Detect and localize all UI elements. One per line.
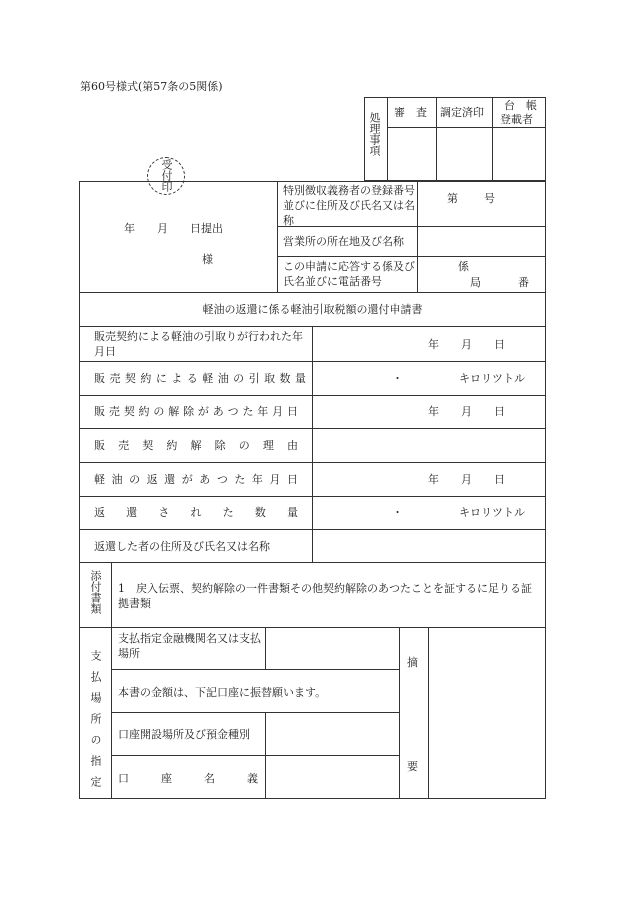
contact-kyoku: 局: [470, 276, 481, 289]
contact-ban: 番: [518, 276, 529, 289]
registration-label: 特別徴収義務者の登録番号並びに住所及び氏名又は名称: [283, 184, 415, 227]
remarks-label-2: 要: [407, 760, 418, 773]
row-cancel-date-value: 年 月 日: [428, 405, 505, 418]
row-pickup-date-label: 販売契約による軽油の引取りが行われた年月日: [94, 330, 303, 358]
row-pickup-quantity-label: 販売契約による軽油の引取数量: [94, 372, 306, 385]
ledger-label-1: 台 帳: [504, 99, 537, 112]
row-pickup-quantity-dot: ・: [392, 372, 403, 385]
registration-dai: 第: [447, 192, 458, 205]
contact-label: この申請に応答する係及び氏名並びに電話番号: [283, 260, 415, 288]
honorific: 様: [202, 253, 213, 266]
attachments-text: 1 戻入伝票、契約解除の一件書類その他契約解除のあつたことを証するに足りる証拠書類: [118, 582, 532, 610]
form-title: 軽油の返還に係る軽油引取税額の還付申請書: [202, 303, 423, 316]
account-label: 口座開設場所及び預金種別: [118, 728, 250, 741]
row-pickup-quantity-unit: キロリツトル: [459, 372, 525, 385]
attachments-label: 添付書類: [89, 570, 102, 614]
submission-date: 年 月 日提出: [124, 222, 223, 235]
bank-label: 支払指定金融機関名又は支払場所: [118, 632, 261, 660]
holder-label: 口 座 名 義: [118, 772, 258, 785]
row-return-quantity-unit: キロリツトル: [459, 506, 525, 519]
assessed-label: 調定済印: [440, 106, 484, 119]
row-cancel-date-label: 販売契約の解除があつた年月日: [94, 405, 298, 418]
row-return-date-value: 年 月 日: [428, 473, 505, 486]
row-pickup-date-value: 年 月 日: [428, 338, 505, 351]
row-cancel-reason-label: 販売契約解除の理由: [94, 439, 298, 452]
row-return-quantity-dot: ・: [392, 506, 403, 519]
contact-kakari: 係: [458, 260, 469, 273]
payment-label: 支払場所の指定: [89, 650, 102, 797]
processing-label: 処理事項: [368, 112, 381, 156]
remarks-label-1: 摘: [407, 656, 418, 669]
form-number: 第60号様式(第57条の5関係): [80, 80, 223, 93]
reception-stamp-text: 受付印: [160, 159, 173, 192]
registration-go: 号: [484, 192, 495, 205]
office-label: 営業所の所在地及び名称: [283, 235, 404, 248]
ledger-label-2: 登載者: [500, 113, 533, 126]
transfer-text: 本書の金額は、下記口座に振替願います。: [118, 686, 327, 699]
row-return-date-label: 軽油の返還があつた年月日: [94, 473, 298, 486]
row-returner-label: 返還した者の住所及び氏名又は名称: [94, 540, 270, 553]
row-return-quantity-label: 返還された数量: [94, 506, 298, 519]
audit-label: 審 査: [394, 106, 427, 119]
